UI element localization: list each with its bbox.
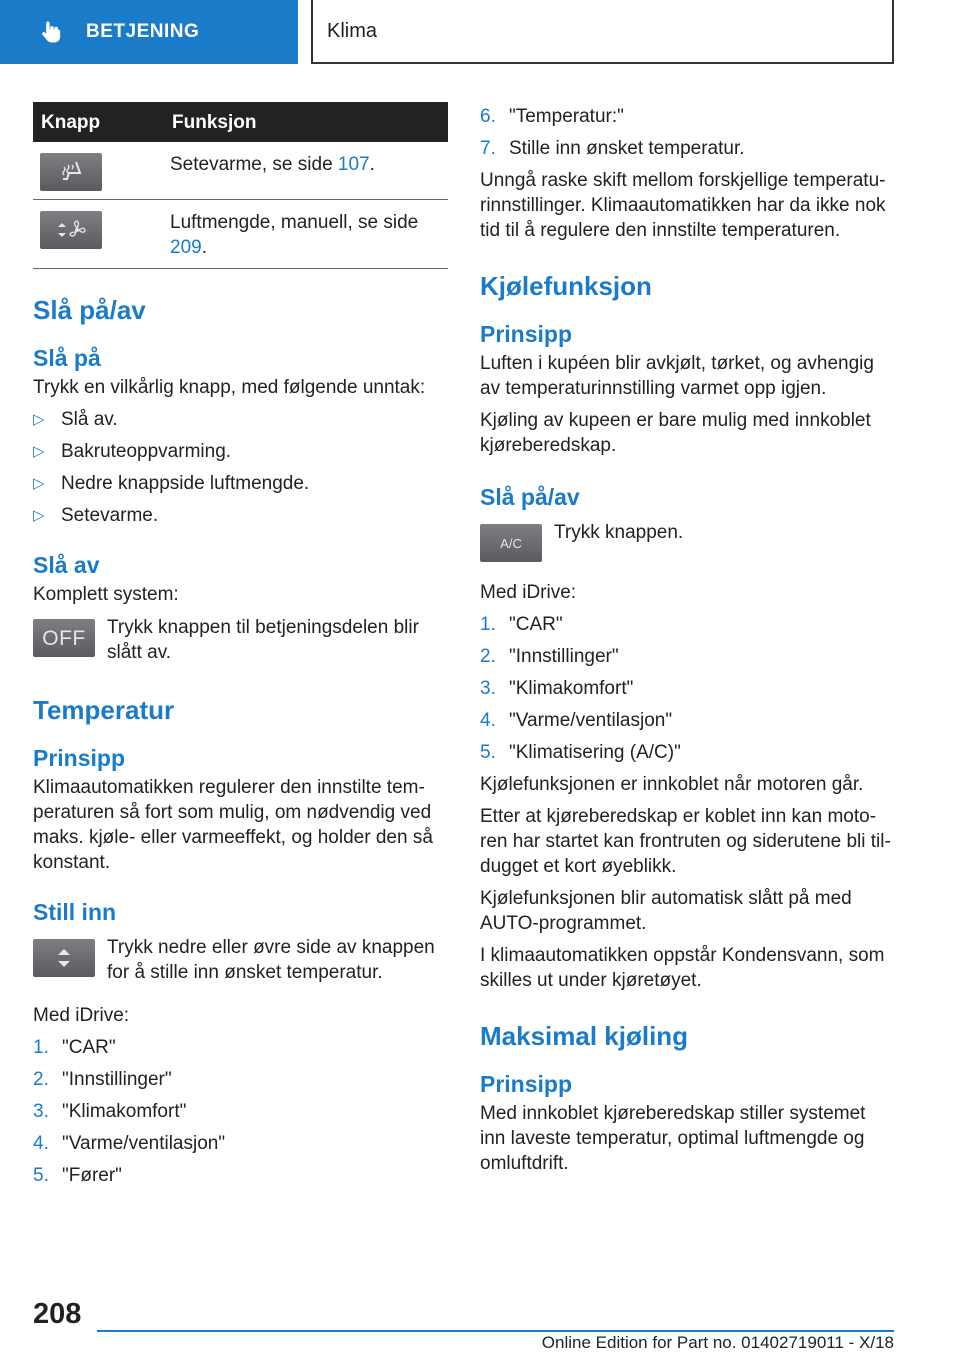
list-item: 3. "Klimakomfort"	[480, 678, 634, 699]
heading-cooling: Kjølefunksjon	[480, 271, 652, 301]
set-instruction	[33, 935, 448, 985]
table-cell: Setevarme, se side 107.	[162, 142, 448, 200]
list-item: ▷ Setevarme.	[33, 505, 159, 526]
list-item: 7. Stille inn ønsket temperatur.	[480, 138, 745, 159]
list-item: 1. "CAR"	[33, 1037, 116, 1058]
paragraph: Trykk nedre eller øvre side av knappen for å stille inn ønsket temperatur.	[107, 937, 435, 983]
triangle-bullet-icon: ▷	[33, 443, 45, 460]
list-item: 1. "CAR"	[480, 614, 563, 635]
page-link[interactable]: 107	[337, 154, 370, 175]
heading-principle: Prinsipp	[480, 321, 573, 347]
triangle-bullet-icon: ▷	[33, 475, 45, 492]
heading-switch-off: Slå av	[33, 552, 100, 578]
air-volume-button	[40, 211, 102, 249]
off-instruction	[33, 615, 448, 665]
off-button: OFF	[33, 619, 95, 657]
paragraph: Kjølefunksjonen er innkoblet når motoren går.	[480, 774, 864, 795]
ac-button: A/C	[480, 524, 542, 562]
table-row	[33, 142, 448, 200]
right-column	[480, 104, 895, 1176]
list-item: ▷ Nedre knappside luftmengde.	[33, 473, 310, 494]
exception-list	[33, 407, 448, 528]
paragraph: Unngå raske skift mellom forskjellige temperatu-rinnstillinger. Klimaautomatikken har da ikke nok tid til å regulere den innstilte temperaturen.	[480, 170, 886, 241]
paragraph: Trykk en vilkårlig knapp, med følgende unntak:	[33, 377, 426, 398]
heading-set: Still inn	[33, 899, 117, 925]
triangle-bullet-icon: ▷	[33, 411, 45, 428]
idrive-steps	[33, 1035, 448, 1188]
chapter-title: Klima	[327, 19, 378, 42]
table-header-function: Funksjon	[162, 102, 448, 142]
heading-switch-on: Slå på	[33, 345, 101, 371]
list-item: ▷ Slå av.	[33, 409, 118, 430]
button-function-table	[33, 102, 448, 269]
heading-temperature: Temperatur	[33, 695, 175, 725]
list-item: 5. "Fører"	[33, 1165, 122, 1186]
idrive-steps	[480, 612, 895, 765]
list-item: 2. "Innstillinger"	[480, 646, 619, 667]
seat-heating-button	[40, 153, 102, 191]
list-item: 4. "Varme/ventilasjon"	[33, 1133, 226, 1154]
paragraph: Med iDrive:	[480, 582, 577, 603]
table-header-button: Knapp	[33, 102, 162, 142]
idrive-steps-continued	[480, 104, 895, 161]
page-number: 208	[33, 1298, 82, 1330]
paragraph: Etter at kjøreberedskap er koblet inn kan moto-ren har startet kan frontruten og siderutene bli til-dugget et kort øyeblikk.	[480, 806, 891, 877]
list-item: 6. "Temperatur:"	[480, 106, 624, 127]
paragraph: Luften i kupéen blir avkjølt, tørket, og avhengig av temperaturinnstilling varmet opp igjen.	[480, 353, 874, 399]
up-down-arrow-icon	[54, 945, 74, 971]
section-tab[interactable]	[0, 0, 298, 64]
paragraph: Med innkoblet kjøreberedskap stiller systemet inn laveste temperatur, optimal luftmengde og omluftdrift.	[480, 1103, 866, 1174]
heading-principle: Prinsipp	[480, 1071, 573, 1097]
paragraph: Med iDrive:	[33, 1005, 130, 1026]
heading-on-off: Slå på/av	[480, 484, 580, 510]
left-column	[33, 102, 448, 1188]
paragraph: Komplett system:	[33, 584, 179, 605]
triangle-bullet-icon: ▷	[33, 507, 45, 524]
seat-heating-icon	[56, 159, 86, 185]
page-link[interactable]: 209	[170, 237, 202, 258]
list-item: 3. "Klimakomfort"	[33, 1101, 187, 1122]
paragraph: Kjøling av kupeen er bare mulig med innkoblet kjøreberedskap.	[480, 410, 871, 456]
chapter-header	[311, 0, 894, 64]
table-cell: Luftmengde, manuell, se side 209.	[162, 200, 448, 269]
section-title: BETJENING	[86, 21, 200, 42]
fan-icon	[54, 217, 88, 243]
ac-instruction	[480, 520, 895, 562]
list-item: 2. "Innstillinger"	[33, 1069, 172, 1090]
paragraph: I klimaautomatikken oppstår Kondensvann, som skilles ut under kjøretøyet.	[480, 945, 885, 991]
paragraph: Trykk knappen.	[554, 522, 684, 543]
list-item: 4. "Varme/ventilasjon"	[480, 710, 673, 731]
table-row	[33, 200, 448, 269]
paragraph: Trykk knappen til betjeningsdelen blir slått av.	[107, 617, 419, 663]
list-item: ▷ Bakruteoppvarming.	[33, 441, 232, 462]
paragraph: Kjølefunksjonen blir automatisk slått på med AUTO-programmet.	[480, 888, 852, 934]
heading-principle: Prinsipp	[33, 745, 126, 771]
footer-divider	[97, 1330, 894, 1332]
edition-footer: Online Edition for Part no. 01402719011 - X/18	[541, 1333, 894, 1352]
paragraph: Klimaautomatikken regulerer den innstilte tem-peraturen så fort som mulig, om nødvendig ved maks. kjøle- eller varmeeffekt, og holder den så konstant.	[33, 777, 433, 873]
hand-pointer-icon	[38, 18, 66, 46]
heading-max-cooling: Maksimal kjøling	[480, 1021, 689, 1051]
temperature-button	[33, 939, 95, 977]
list-item: 5. "Klimatisering (A/C)"	[480, 742, 681, 763]
heading-on-off: Slå på/av	[33, 295, 146, 325]
